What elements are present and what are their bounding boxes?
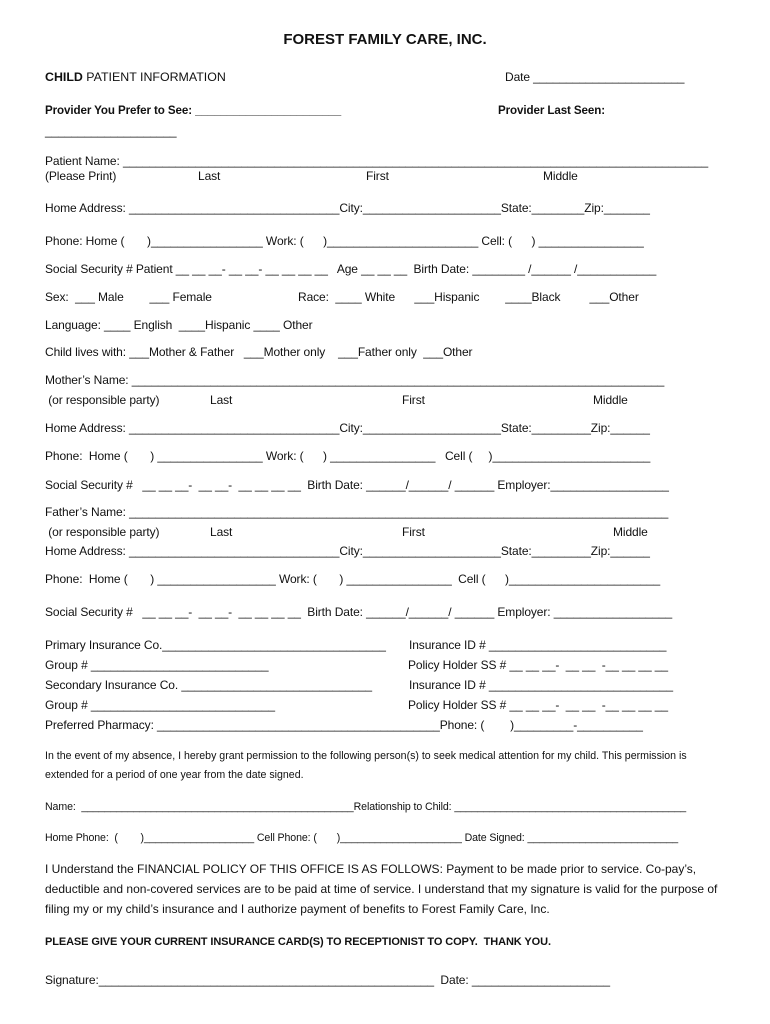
form-subtitle: [45, 70, 226, 84]
absence-permission-text: In the event of my absence, I hereby grant permission to the following person(s) to seek medical attention for my child. This permission is extended for a period of one year from the date signed.: [45, 750, 687, 781]
provider-last-seen-continued[interactable]: ____________________: [45, 124, 177, 138]
mother-phone-field[interactable]: Phone: Home ( ) ________________ Work: ( ) ________________ Cell ( )________________________: [45, 449, 651, 463]
father-responsible-label: (or responsible party): [45, 525, 160, 539]
father-phone-field[interactable]: Phone: Home ( ) __________________ Work: ( ) ________________ Cell ( )_______________________: [45, 572, 661, 586]
father-first-label: First: [402, 525, 425, 539]
mother-name-field[interactable]: Mother’s Name: _________________________________________________________________________________: [45, 373, 665, 387]
secondary-policy-holder-field[interactable]: Policy Holder SS # __ __ __- __ __ -__ __ __ __: [408, 698, 668, 712]
authorized-person-name-field[interactable]: Name: _______________________________________________Relationship to Child: ________________________________________: [45, 801, 687, 813]
primary-insurance-id-field[interactable]: Insurance ID # ___________________________: [409, 638, 667, 652]
sex-field[interactable]: Sex: ___ Male ___ Female: [45, 290, 212, 304]
patient-ssn-field[interactable]: Social Security # Patient __ __ __- __ __- __ __ __ __ Age __ __ __ Birth Date: ________ /______ /____________: [45, 262, 657, 276]
secondary-group-field[interactable]: Group # ____________________________: [45, 698, 275, 712]
form-title: FOREST FAMILY CARE, INC.: [283, 31, 487, 48]
mother-last-label: Last: [210, 393, 233, 407]
patient-phone-field[interactable]: Phone: Home ( )_________________ Work: ( )_______________________ Cell: ( ) ________________: [45, 234, 644, 248]
provider-last-seen-field[interactable]: Provider Last Seen:: [498, 104, 605, 117]
primary-insurance-field[interactable]: Primary Insurance Co.__________________________________: [45, 638, 386, 652]
middle-label: Middle: [543, 169, 578, 183]
father-name-field[interactable]: Father’s Name: __________________________________________________________________________________: [45, 505, 669, 519]
mother-first-label: First: [402, 393, 425, 407]
patient-name-field[interactable]: Patient Name: _________________________________________________________________________________________: [45, 154, 709, 168]
father-home-address-field[interactable]: Home Address: ________________________________City:_____________________State:_________Zip:______: [45, 544, 650, 558]
mother-home-address-field[interactable]: Home Address: ________________________________City:_____________________State:_________Zip:______: [45, 421, 650, 435]
mother-ssn-field[interactable]: Social Security # __ __ __- __ __- __ __ __ __ Birth Date: ______/______/ ______ Employer:__________________: [45, 478, 669, 492]
child-lives-with-field[interactable]: Child lives with: ___Mother & Father ___Mother only ___Father only ___Other: [45, 345, 473, 359]
father-last-label: Last: [210, 525, 233, 539]
financial-policy-text: I Understand the FINANCIAL POLICY OF THIS OFFICE IS AS FOLLOWS: Payment to be made prior to service. Co-pay’s, deductible and non-covered services are to be paid at time of service. I understand that my signature is valid for the purpose of filing my or my child’s insurance and I authorize payment of benefits to Forest Family Care, Inc.: [45, 862, 718, 916]
child-label: CHILD: [45, 70, 83, 84]
provider-prefer-field[interactable]: Provider You Prefer to See: _______________________: [45, 104, 342, 117]
mother-responsible-label: (or responsible party): [45, 393, 160, 407]
last-label: Last: [198, 169, 221, 183]
language-field[interactable]: Language: ____ English ____Hispanic ____ Other: [45, 318, 313, 332]
father-middle-label: Middle: [613, 525, 648, 539]
patient-information-label: PATIENT INFORMATION: [82, 70, 226, 84]
mother-middle-label: Middle: [593, 393, 628, 407]
date-field[interactable]: Date _______________________: [505, 70, 685, 84]
signature-field[interactable]: Signature:___________________________________________________ Date: _____________________: [45, 973, 610, 987]
first-label: First: [366, 169, 389, 183]
insurance-card-notice: PLEASE GIVE YOUR CURRENT INSURANCE CARD(S) TO RECEPTIONIST TO COPY. THANK YOU.: [45, 936, 551, 948]
preferred-pharmacy-field[interactable]: Preferred Pharmacy: ___________________________________________Phone: ( )_________-__________: [45, 718, 643, 732]
secondary-insurance-id-field[interactable]: Insurance ID # ____________________________: [409, 678, 673, 692]
patient-home-address-field[interactable]: Home Address: ________________________________City:_____________________State:________Zip:_______: [45, 201, 650, 215]
father-ssn-field[interactable]: Social Security # __ __ __- __ __- __ __ __ __ Birth Date: ______/______/ ______ Employer: __________________: [45, 605, 673, 619]
secondary-insurance-field[interactable]: Secondary Insurance Co. _____________________________: [45, 678, 372, 692]
please-print-label: (Please Print): [45, 169, 117, 183]
race-field[interactable]: Race: ____ White ___Hispanic ____Black ___Other: [298, 290, 639, 304]
primary-group-field[interactable]: Group # ___________________________: [45, 658, 269, 672]
authorized-person-phone-field[interactable]: Home Phone: ( )___________________ Cell Phone: ( )_____________________ Date Signed: __________________________: [45, 832, 679, 844]
primary-policy-holder-field[interactable]: Policy Holder SS # __ __ __- __ __ -__ __ __ __: [408, 658, 668, 672]
